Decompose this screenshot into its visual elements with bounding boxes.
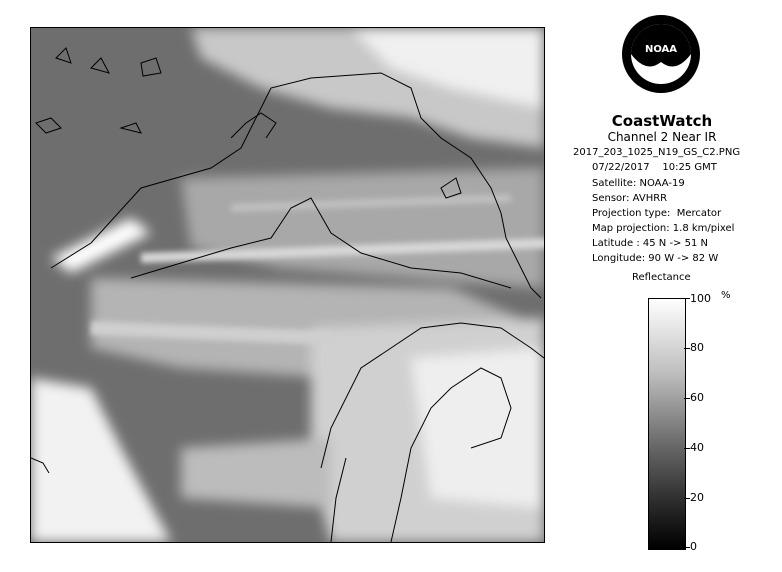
datetime-label: 07/22/2017 10:25 GMT [592, 162, 717, 173]
satellite-label: Satellite: NOAA-19 [592, 178, 685, 189]
longitude-label: Longitude: 90 W -> 82 W [592, 253, 719, 264]
image-filename: 2017_203_1025_N19_GS_C2.PNG [573, 147, 741, 158]
legend-tick-label: 0 [690, 540, 697, 553]
legend-tick-label: 100 [690, 292, 711, 305]
legend-unit: % [721, 290, 731, 301]
legend-tick-label: 80 [690, 341, 704, 354]
sensor-label: Sensor: AVHRR [592, 193, 668, 204]
projection-type-label: Projection type: Mercator [592, 208, 722, 219]
map-projection-label: Map projection: 1.8 km/pixel [592, 223, 735, 234]
channel-label: Channel 2 Near IR [607, 130, 717, 144]
satellite-image[interactable] [30, 27, 545, 543]
legend-tick-label: 60 [690, 391, 704, 404]
legend-tick-label: 40 [690, 441, 704, 454]
reflectance-colorbar [648, 298, 686, 550]
noaa-logo [621, 14, 701, 94]
legend-title: Reflectance [632, 272, 691, 283]
reflectance-map [31, 28, 544, 542]
logo-text: NOAA [644, 44, 678, 55]
brand-title: CoastWatch [611, 112, 713, 130]
latitude-label: Latitude : 45 N -> 51 N [592, 238, 708, 249]
legend-tick-label: 20 [690, 491, 704, 504]
